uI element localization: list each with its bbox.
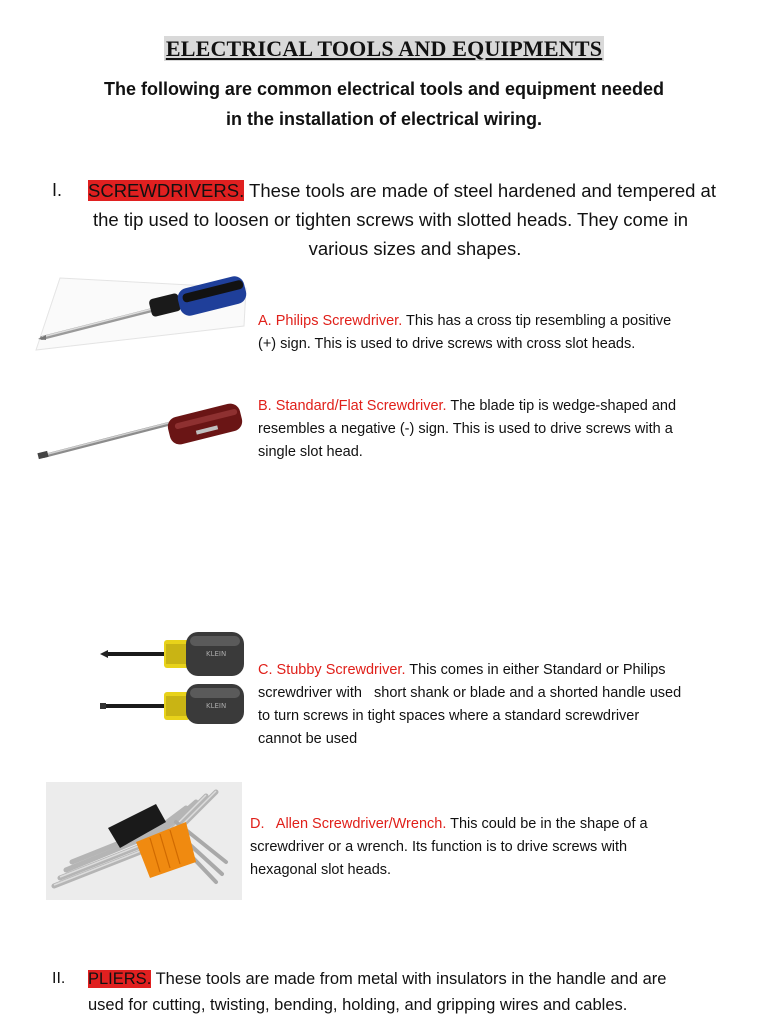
item-label: A. Philips Screwdriver.: [258, 313, 403, 329]
allen-wrench-image: [46, 782, 242, 900]
intro-line: in the installation of electrical wiring.: [225, 109, 543, 129]
page-title: [0, 36, 768, 62]
item-allen: D. Allen Screwdriver/Wrench. This could be in the shape of a screwdriver or a wrench. Its function is to drive screws with hexagonal slot heads.: [250, 816, 648, 878]
section-number: II.: [52, 970, 66, 987]
section-screwdrivers-text: SCREWDRIVERS. These tools are made of steel hardened and tempered at the tip used to loosen or tighten screws with slotted heads. They come in various sizes and shapes.: [88, 180, 716, 259]
philips-screwdriver-image: [30, 268, 250, 358]
section-highlight: PLIERS.: [88, 970, 152, 988]
item-stubby: C. Stubby Screwdriver. This comes in either Standard or Philips screwdriver with short shank or blade and a shorted handle used to turn screws in tight spaces where a standard screwdriver cannot be used: [258, 662, 682, 747]
section-pliers-text: PLIERS. These tools are made from metal with insulators in the handle and are used for cutting, twisting, bending, holding, and gripping wires and cables.: [88, 970, 667, 1014]
page-title-text: ELECTRICAL TOOLS AND EQUIPMENTS: [165, 36, 603, 61]
item-label: C. Stubby Screwdriver.: [258, 662, 406, 678]
intro-paragraph: [20, 74, 748, 134]
flat-screwdriver-image: [36, 388, 248, 468]
item-philips: A. Philips Screwdriver. This has a cross tip resembling a positive (+) sign. This is used to drive screws with cross slot heads.: [258, 313, 672, 352]
item-flat: B. Standard/Flat Screwdriver. The blade tip is wedge-shaped and resembles a negative (-) sign. This is used to drive screws with a single slot head.: [258, 398, 677, 460]
item-label: D. Allen Screwdriver/Wrench.: [250, 816, 447, 832]
brand-label: KLEIN: [206, 650, 227, 658]
stubby-screwdriver-image: [98, 628, 250, 724]
section-number: I.: [52, 180, 63, 200]
brand-label: KLEIN: [206, 702, 227, 710]
item-label: B. Standard/Flat Screwdriver.: [258, 398, 447, 414]
intro-line: The following are common electrical tools and equipment needed: [103, 79, 665, 99]
section-highlight: SCREWDRIVERS.: [88, 180, 245, 201]
